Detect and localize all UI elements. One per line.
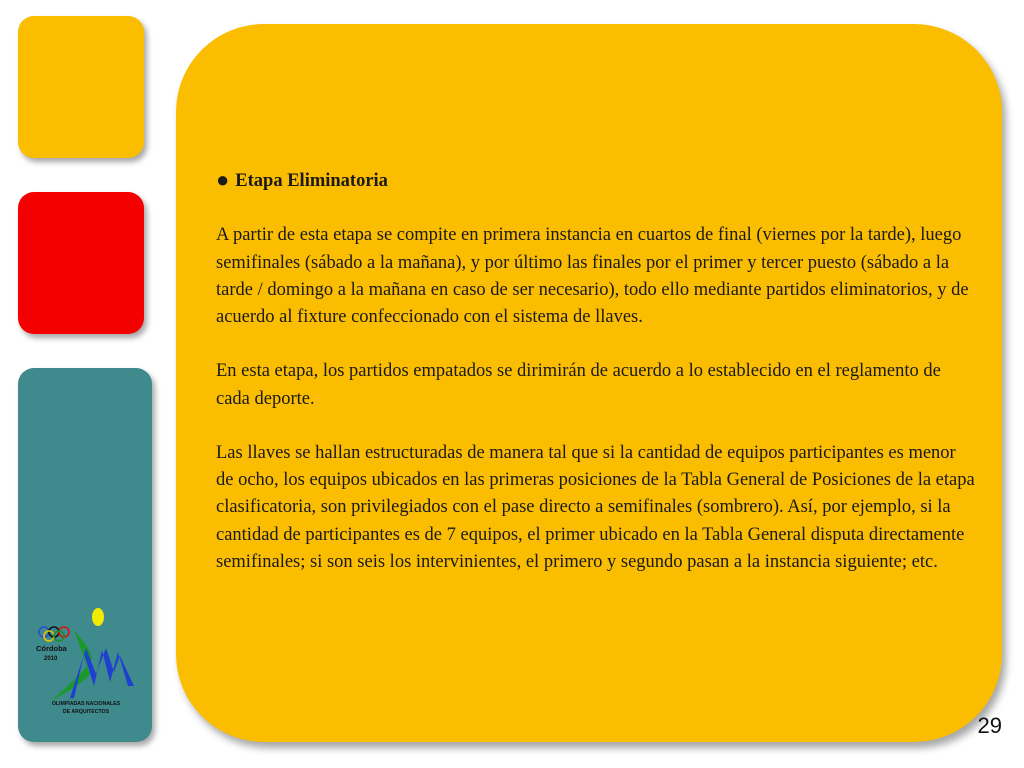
logo-city: Córdoba xyxy=(36,644,67,653)
paragraph-1: A partir de esta etapa se compite en primera instancia en cuartos de final (viernes por la tarde), luego semifinales (sábado a la mañana), y por último las finales por el primer y tercer puesto (sábado a la tarde / domingo a la mañana en caso de ser necesario), todo ello mediante partidos eliminatorios, y de acuerdo al fixture confeccionado con el sistema de llaves. xyxy=(216,225,969,327)
bullet-icon: ● xyxy=(216,167,230,192)
section-heading-text: Etapa Eliminatoria xyxy=(235,171,388,191)
logo-line2: DE ARQUITECTOS xyxy=(62,709,110,715)
red-decor-block xyxy=(18,192,144,334)
rings-icon xyxy=(39,627,69,641)
ma-letters-icon xyxy=(70,648,134,698)
page-number: 29 xyxy=(977,713,1002,738)
paragraph-2: En esta etapa, los partidos empatados se dirimirán de acuerdo a lo establecido en el reglamento de cada deporte. xyxy=(216,361,941,409)
figure-head-icon xyxy=(92,608,104,626)
logo-line1: OLIMPÍADAS NACIONALES xyxy=(51,701,121,707)
logo-year: 2010 xyxy=(44,656,58,662)
slide-body xyxy=(216,166,976,603)
section-heading xyxy=(216,166,976,195)
paragraph-3: Las llaves se hallan estructuradas de manera tal que si la cantidad de equipos participantes es menor de ocho, los equipos ubicados en las primeras posiciones de la Tabla General de Posiciones de la etapa clasificatoria, son privilegiados con el pase directo a semifinales (sombrero). Así, por ejemplo, si la cantidad de participantes es de 7 equipos, el primer ubicado en la Tabla General disputa directamente semifinales; si son seis los intervinientes, el primero y segundo pasan a la instancia siguiente; etc. xyxy=(216,442,975,572)
yellow-decor-block xyxy=(18,16,144,158)
olimpiadas-logo xyxy=(30,600,142,718)
